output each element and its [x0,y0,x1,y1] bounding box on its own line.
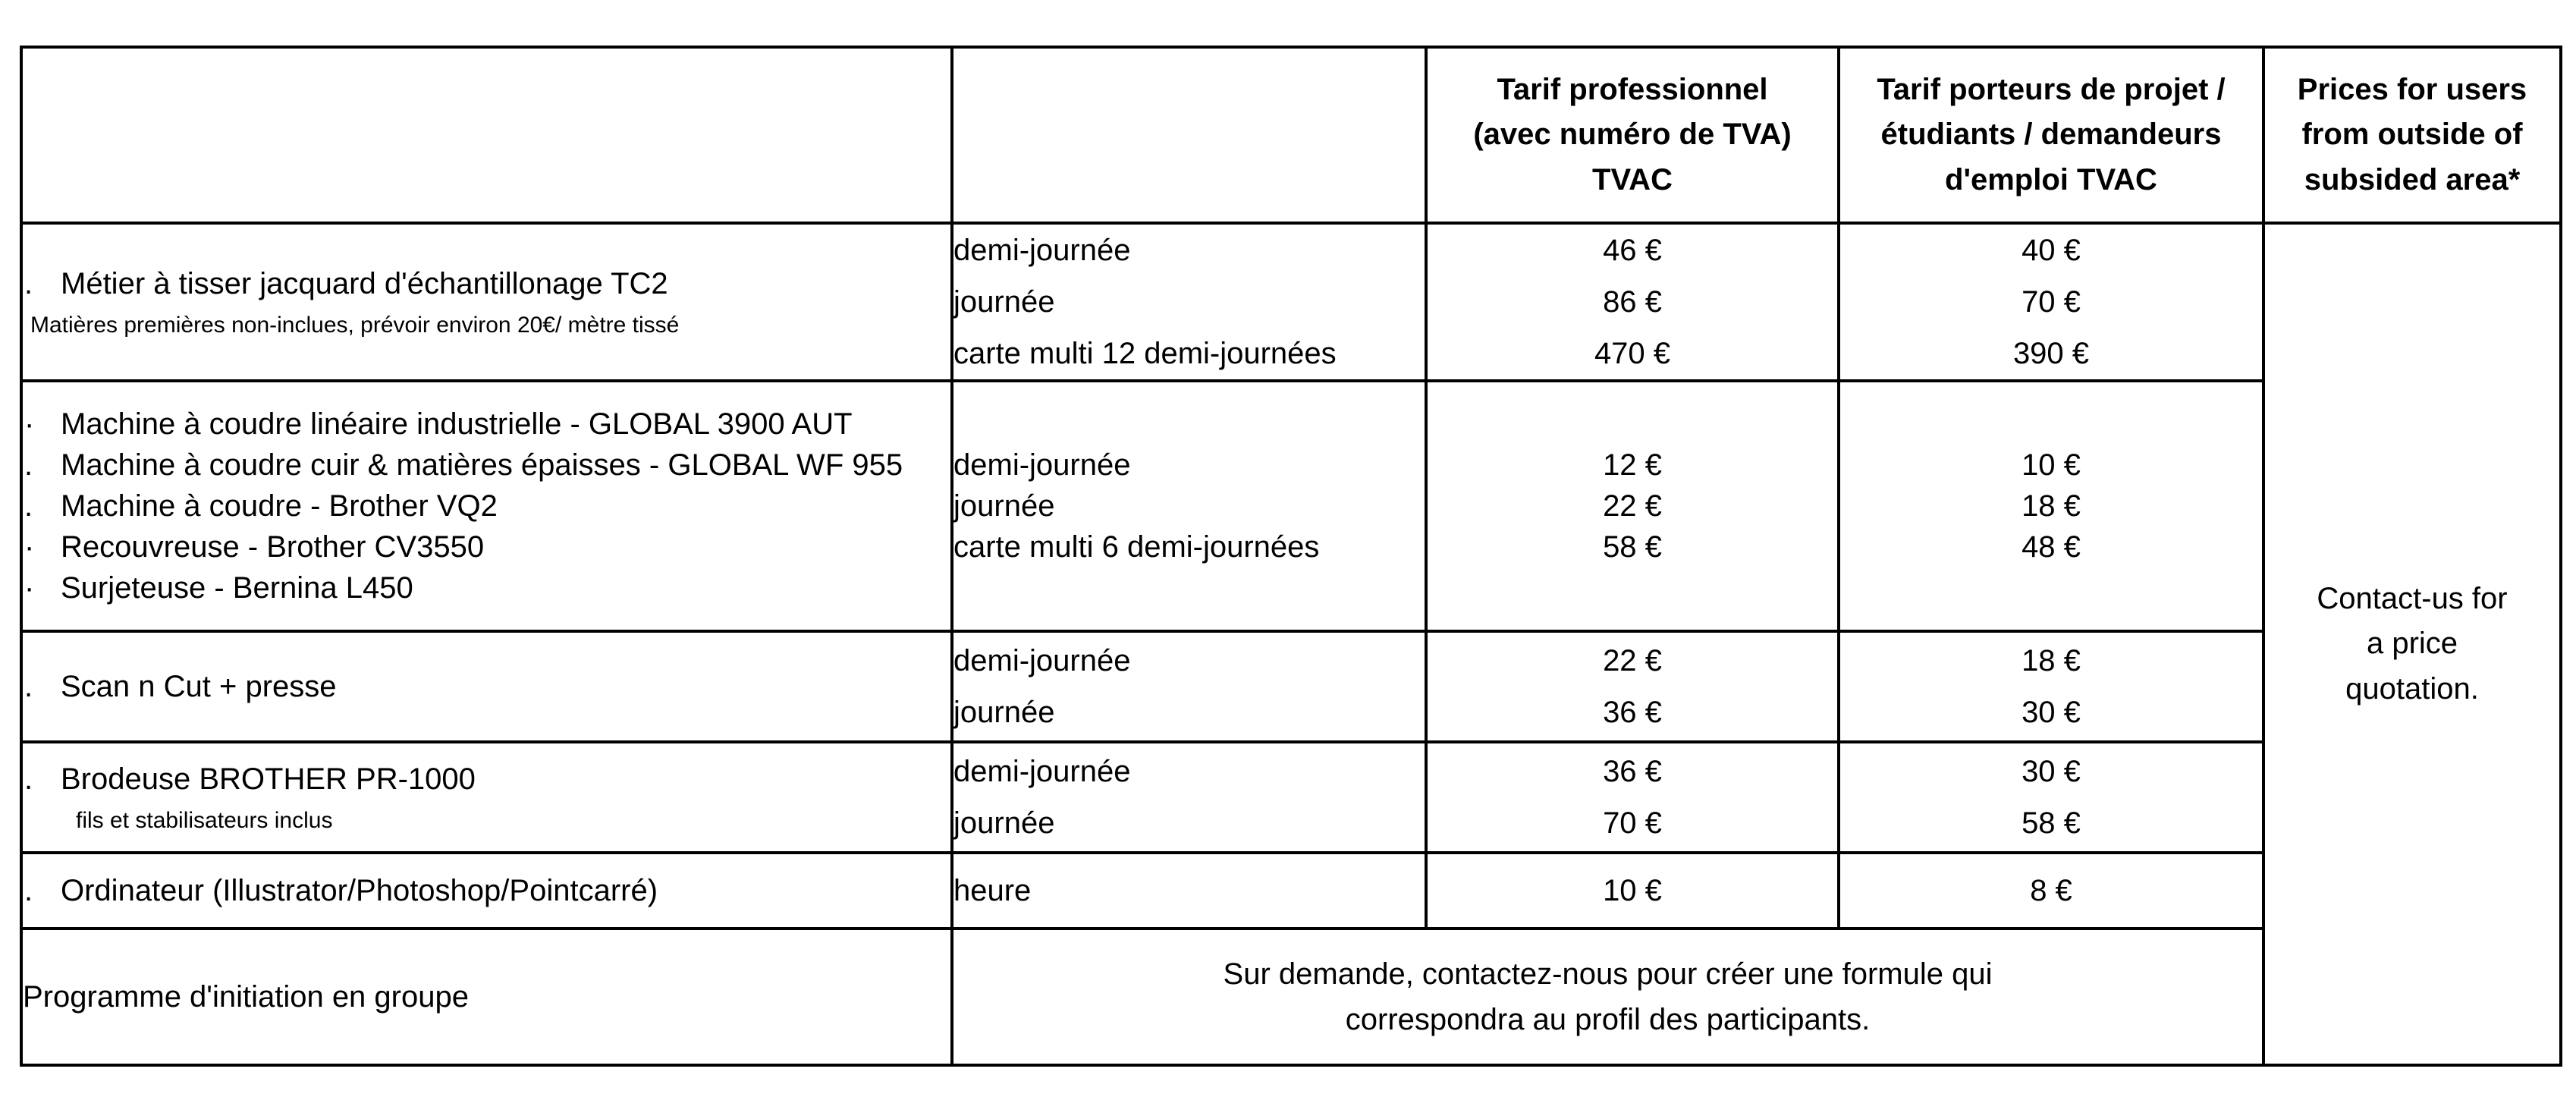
reduced-price-cell: 8 € [1839,853,2263,929]
initiation-label-cell: Programme d'initiation en groupe [21,929,952,1065]
pro-price-cell: 12 € 22 € 58 € [1426,381,1839,631]
pro-price-cell: 46 € 86 € 470 € [1426,223,1839,381]
equipment-item: . Ordinateur (Illustrator/Photoshop/Pointcarré) [24,874,658,907]
table-row [21,742,2561,853]
equipment-cell [21,223,952,381]
equipment-item: . Métier à tisser jacquard d'échantillonage TC2 [24,267,668,300]
period-cell: heure [952,853,1426,929]
header-row [21,47,2561,223]
pricing-table [20,46,2562,1067]
equipment-item: . Brodeuse BROTHER PR-1000 [24,762,476,796]
header-period [952,47,1426,223]
table-row [21,381,2561,631]
equipment-item: . Machine à coudre cuir & matières épaisses - GLOBAL WF 955 [24,448,903,482]
initiation-request-cell: Sur demande, contactez-nous pour créer une formule qui correspondra au profil des participants. [952,929,2263,1065]
header-pro-rate: Tarif professionnel (avec numéro de TVA) TVAC [1426,47,1839,223]
table-row [21,223,2561,381]
period-cell: demi-journée journée [952,742,1426,853]
equipment-item: · Recouvreuse - Brother CV3550 [24,530,485,564]
table-row [21,929,2561,1065]
period-cell: demi-journée journée carte multi 12 demi-journées [952,223,1426,381]
equipment-cell [21,381,952,631]
reduced-price-cell: 40 € 70 € 390 € [1839,223,2263,381]
equipment-note: fils et stabilisateurs inclus [76,808,333,833]
reduced-price-cell: 30 € 58 € [1839,742,2263,853]
period-cell: demi-journée journée [952,631,1426,742]
equipment-cell [21,631,952,742]
period-cell: demi-journée journée carte multi 6 demi-journées [952,381,1426,631]
header-reduced-rate: Tarif porteurs de projet / étudiants / demandeurs d'emploi TVAC [1839,47,2263,223]
equipment-item: . Machine à coudre - Brother VQ2 [24,489,498,523]
equipment-item: . Scan n Cut + presse [24,670,337,703]
table-row [21,631,2561,742]
header-equipment [21,47,952,223]
reduced-price-cell: 10 € 18 € 48 € [1839,381,2263,631]
equipment-cell [21,853,952,929]
header-outside-rate: Prices for users from outside of subsided area* [2263,47,2561,223]
pro-price-cell: 10 € [1426,853,1839,929]
equipment-item: · Machine à coudre linéaire industrielle - GLOBAL 3900 AUT [24,407,853,441]
table-row [21,853,2561,929]
contact-quotation-cell: Contact-us for a price quotation. [2263,223,2561,1065]
pro-price-cell: 36 € 70 € [1426,742,1839,853]
equipment-item: · Surjeteuse - Bernina L450 [24,571,413,605]
pro-price-cell: 22 € 36 € [1426,631,1839,742]
equipment-note: Matières premières non-inclues, prévoir environ 20€/ mètre tissé [30,313,680,338]
reduced-price-cell: 18 € 30 € [1839,631,2263,742]
equipment-cell [21,742,952,853]
